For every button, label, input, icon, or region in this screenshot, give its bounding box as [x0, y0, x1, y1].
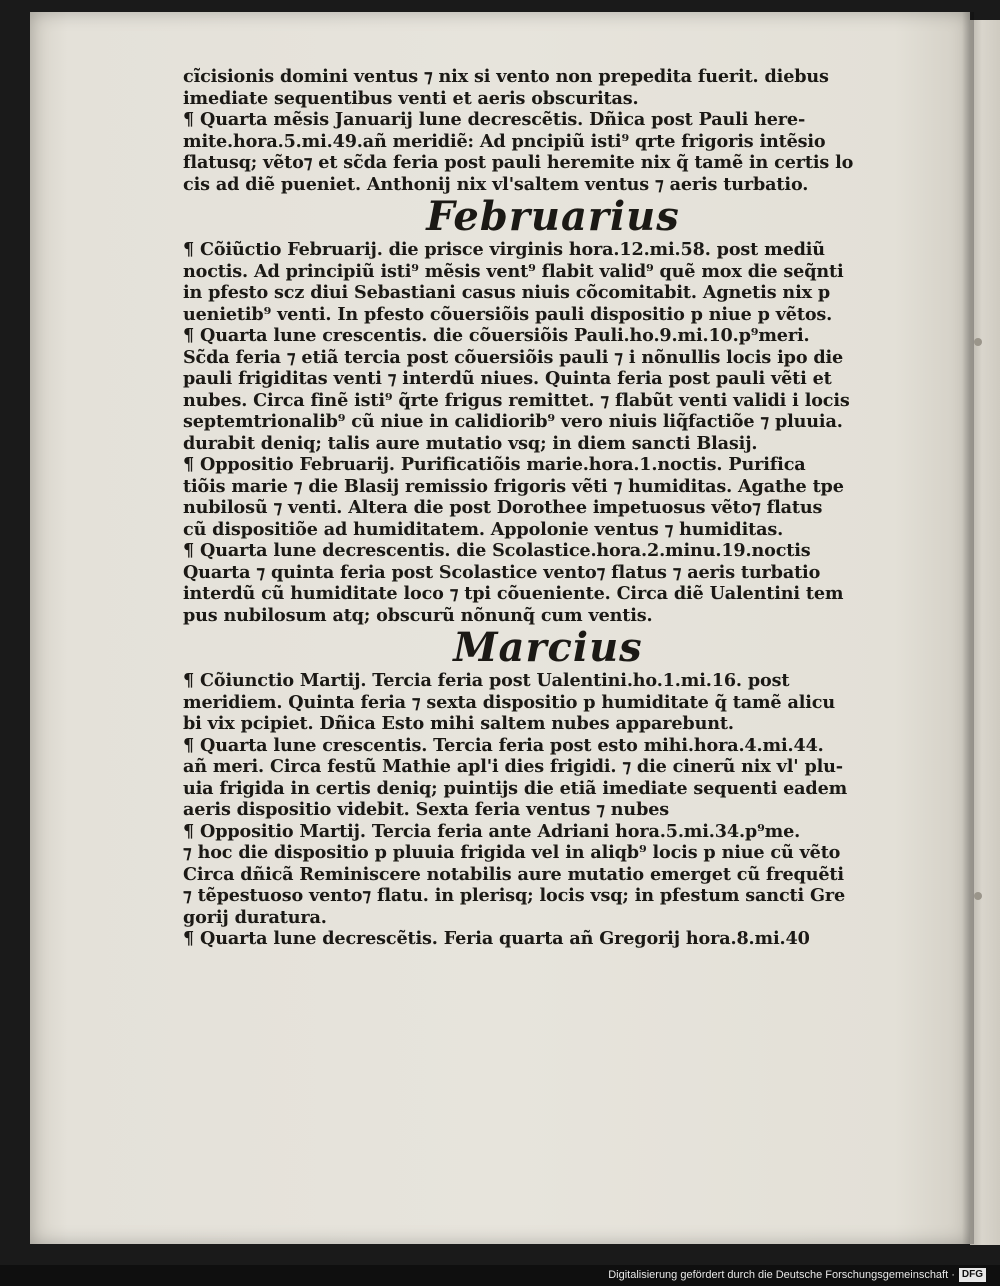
text-line: imediate sequentibus venti et aeris obscuritas. — [183, 87, 639, 109]
text-line: Sc̃da feria ⁊ etiã tercia post cõuersiõis pauli ⁊ i nõnullis locis ipo die — [183, 346, 844, 368]
text-line: ¶ Quarta lune decrescentis. die Scolastice.hora.2.minu.19.noctis — [183, 540, 811, 561]
text-line: Circa dñicã Reminiscere notabilis aure mutatio emerget cũ frequẽti — [183, 863, 844, 885]
text-line: nubes. Circa finẽ isti⁹ q̃rte frigus remittet. ⁊ flabũt venti validi i locis — [183, 389, 850, 411]
text-line: noctis. Ad principiũ isti⁹ mẽsis vent⁹ flabit valid⁹ quẽ mox die seq̃nti — [183, 260, 844, 282]
section-january-end — [183, 66, 913, 195]
text-line: gorij duratura. — [183, 906, 327, 928]
text-line: ¶ Quarta lune crescentis. Tercia feria post esto mihi.hora.4.mi.44. — [183, 734, 824, 756]
footer-text: Digitalisierung gefördert durch die Deutsche Forschungsgemeinschaft · — [608, 1269, 955, 1281]
text-line: tiõis marie ⁊ die Blasij remissio frigoris vẽti ⁊ humiditas. Agathe tpe — [183, 475, 844, 497]
text-line: uenietib⁹ venti. In pfesto cõuersiõis pauli dispositio p niue p vẽtos. — [183, 303, 833, 325]
text-line: ⁊ hoc die dispositio p pluuia frigida vel in aliqb⁹ locis p niue cũ vẽto — [183, 842, 841, 863]
text-line: aeris dispositio videbit. Sexta feria ventus ⁊ nubes — [183, 799, 670, 820]
text-line: ¶ Quarta mẽsis Januarij lune decrescẽtis. Dñica post Pauli here- — [183, 109, 806, 130]
text-line: nubilosũ ⁊ venti. Altera die post Dorothee impetuosus vẽto⁊ flatus — [183, 497, 823, 518]
text-line: pauli frigiditas venti ⁊ interdũ niues. Quinta feria post pauli vẽti et — [183, 368, 832, 389]
binding-thread — [974, 892, 982, 900]
text-line: ¶ Oppositio Martij. Tercia feria ante Adriani hora.5.mi.34.p⁹me. — [183, 820, 801, 842]
text-line: meridiem. Quinta feria ⁊ sexta dispositio p humiditate q̃ tamẽ alicu — [183, 691, 835, 713]
text-line: durabit deniq; talis aure mutatio vsq; in diem sancti Blasij. — [183, 432, 758, 454]
text-line: cũ dispositiõe ad humiditatem. Appolonie ventus ⁊ humiditas. — [183, 518, 784, 540]
text-line: cĩcisionis domini ventus ⁊ nix si vento non prepedita fuerit. diebus — [183, 66, 829, 87]
text-line: in pfesto scz diui Sebastiani casus niuis cõcomitabit. Agnetis nix p — [183, 282, 831, 303]
text-line: Quarta ⁊ quinta feria post Scolastice vento⁊ flatus ⁊ aeris turbatio — [183, 561, 821, 583]
spine-shadow — [962, 12, 974, 1244]
text-line: ¶ Oppositio Februarij. Purificatiõis marie.hora.1.noctis. Purifica — [183, 454, 806, 475]
text-line: cis ad diẽ pueniet. Anthonij nix vl'saltem ventus ⁊ aeris turbatio. — [183, 173, 809, 195]
heading-marcius: Marcius — [453, 624, 643, 671]
text-line: ⁊ tẽpestuoso vento⁊ flatu. in plerisq; locis vsq; in pfestum sancti Gre — [183, 885, 846, 906]
page-text — [183, 66, 913, 950]
heading-februarius: Februarius — [426, 193, 680, 240]
text-line: flatusq; vẽto⁊ et sc̃da feria post pauli heremite nix q̃ tamẽ in certis lo — [183, 152, 854, 173]
text-line: ¶ Quarta lune crescentis. die cõuersiõis Pauli.ho.9.mi.10.p⁹meri. — [183, 325, 810, 346]
dfg-logo: DFG — [959, 1268, 986, 1282]
text-line: uia frigida in certis deniq; puintijs die etiã imediate sequenti eadem — [183, 777, 848, 799]
text-line: septemtrionalib⁹ cũ niue in calidiorib⁹ vero niuis liq̃factiõe ⁊ pluuia. — [183, 411, 843, 432]
text-line: ¶ Cõiunctio Martij. Tercia feria post Ualentini.ho.1.mi.16. post — [183, 670, 790, 691]
section-february — [183, 239, 913, 626]
text-line: mite.hora.5.mi.49.añ meridiẽ: Ad pncipiũ isti⁹ qrte frigoris intẽsio — [183, 130, 826, 152]
text-line: bi vix pcipiet. Dñica Esto mihi saltem nubes apparebunt. — [183, 713, 734, 734]
text-line: añ meri. Circa festũ Mathie apl'i dies frigidi. ⁊ die cinerũ nix vl' plu- — [183, 756, 843, 777]
section-march — [183, 670, 913, 950]
text-line: pus nubilosum atq; obscurũ nõnunq̃ cum ventis. — [183, 604, 653, 626]
text-line: interdũ cũ humiditate loco ⁊ tpi cõueniente. Circa diẽ Ualentini tem — [183, 583, 844, 604]
footer-credit — [608, 1267, 986, 1283]
facing-page-edge — [970, 20, 1000, 1245]
text-line: ¶ Quarta lune decrescẽtis. Feria quarta añ Gregorij hora.8.mi.40 — [183, 928, 810, 949]
text-line: ¶ Cõiũctio Februarij. die prisce virginis hora.12.mi.58. post mediũ — [183, 239, 825, 260]
binding-thread — [974, 338, 982, 346]
